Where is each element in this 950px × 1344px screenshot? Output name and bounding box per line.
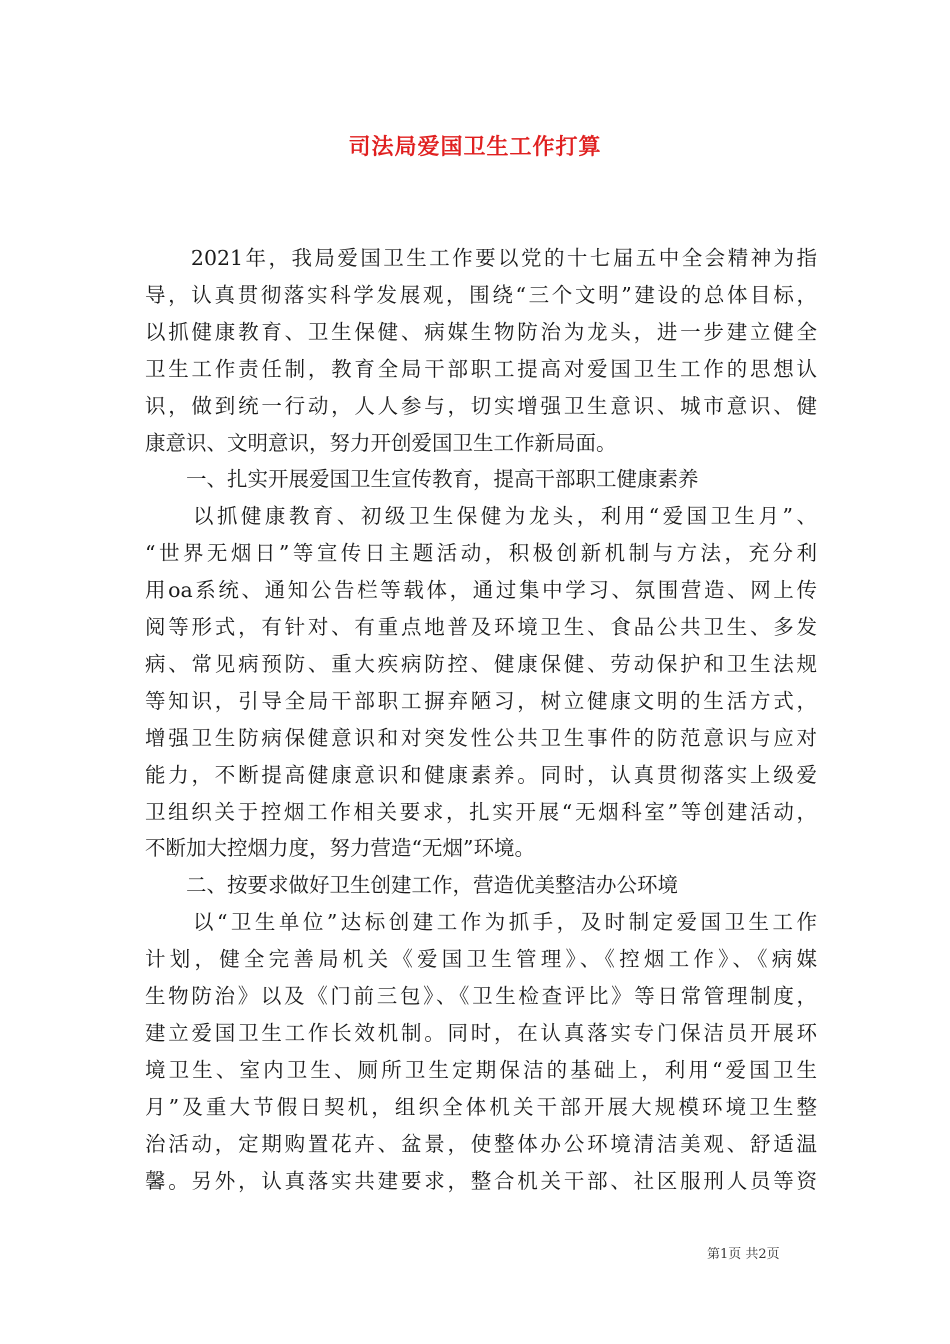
body-text-line: 能力，不断提高健康意识和健康素养。同时，认真贯彻落实上级爱: [145, 762, 817, 787]
body-text-line: 馨。另外，认真落实共建要求，整合机关干部、社区服刑人员等资: [145, 1168, 817, 1193]
body-text-line: 以“卫生单位”达标创建工作为抓手，及时制定爱国卫生工作: [145, 910, 817, 935]
document-title: 司法局爱国卫生工作打算: [348, 134, 602, 160]
body-text-line: 二、按要求做好卫生创建工作，营造优美整洁办公环境: [145, 873, 678, 898]
body-text-line: 康意识、文明意识，努力开创爱国卫生工作新局面。: [145, 430, 617, 455]
body-text-line: 以抓健康教育、初级卫生保健为龙头，利用“爱国卫生月”、: [145, 504, 817, 529]
page-number-footer: 第1页 共2页: [707, 1247, 780, 1262]
body-text-line: 阅等形式，有针对、有重点地普及环境卫生、食品公共卫生、多发: [145, 615, 817, 639]
body-text-line: 卫生工作责任制，教育全局干部职工提高对爱国卫生工作的思想认: [145, 356, 817, 381]
body-text-line: 增强卫生防病保健意识和对突发性公共卫生事件的防范意识与应对: [145, 725, 817, 750]
body-text-line: 以抓健康教育、卫生保健、病媒生物防治为龙头，进一步建立健全: [145, 319, 817, 344]
body-text-line: 治活动，定期购置花卉、盆景，使整体办公环境清洁美观、舒适温: [145, 1131, 817, 1156]
body-text-line: 月”及重大节假日契机，组织全体机关干部开展大规模环境卫生整: [145, 1094, 817, 1119]
body-text-line: 建立爱国卫生工作长效机制。同时，在认真落实专门保洁员开展环: [145, 1020, 817, 1045]
body-text-line: 境卫生、室内卫生、厕所卫生定期保洁的基础上，利用“爱国卫生: [145, 1057, 817, 1082]
body-text-line: 用oa系统、通知公告栏等载体，通过集中学习、氛围营造、网上传: [145, 578, 817, 603]
body-text-line: 不断加大控烟力度，努力营造“无烟”环境。: [145, 836, 535, 861]
body-text-line: 病、常见病预防、重大疾病防控、健康保健、劳动保护和卫生法规: [145, 651, 817, 676]
body-text-line: 计划，健全完善局机关《爱国卫生管理》、《控烟工作》、《病媒: [145, 947, 817, 972]
body-text-line: 一、扎实开展爱国卫生宣传教育，提高干部职工健康素养: [145, 467, 699, 492]
body-text-line: 2021年，我局爱国卫生工作要以党的十七届五中全会精神为指: [145, 246, 817, 270]
body-text-line: 生物防治》以及《门前三包》、《卫生检查评比》等日常管理制度，: [145, 984, 817, 1008]
body-text-line: 卫组织关于控烟工作相关要求，扎实开展“无烟科室”等创建活动，: [145, 799, 817, 824]
body-text-line: “世界无烟日”等宣传日主题活动，积极创新机制与方法，充分利: [145, 541, 817, 566]
body-text-line: 导，认真贯彻落实科学发展观，围绕“三个文明”建设的总体目标，: [145, 282, 817, 307]
body-text-line: 识，做到统一行动，人人参与，切实增强卫生意识、城市意识、健: [145, 393, 817, 418]
body-text-line: 等知识，引导全局干部职工摒弃陋习，树立健康文明的生活方式，: [145, 688, 817, 713]
